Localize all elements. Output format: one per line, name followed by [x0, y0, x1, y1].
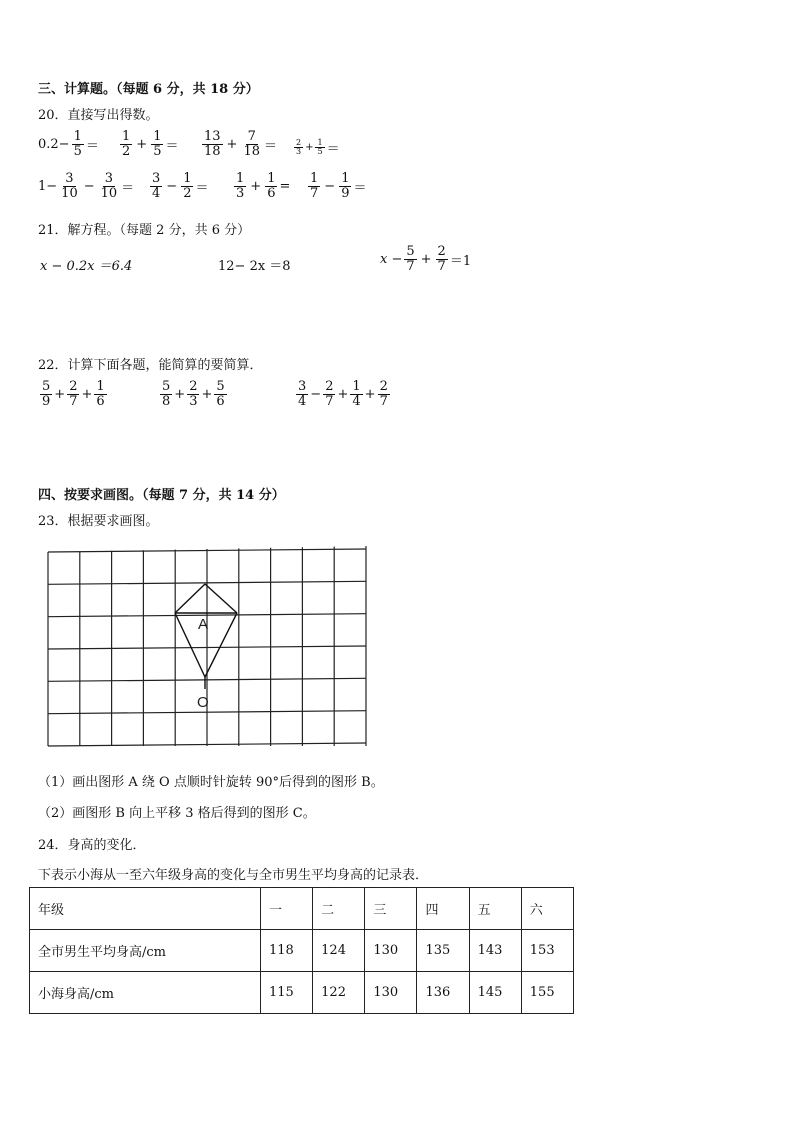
q20-expr-2-2: $\frac{3}{4}$ − $\frac{1}{2}$ ＝: [152, 171, 209, 201]
point-a-label: A: [198, 616, 209, 633]
table-cell: 153: [521, 930, 573, 972]
q20-expr-1-2: $\frac{1}{2}$ + $\frac{1}{5}$ ＝: [122, 129, 179, 159]
table-cell: 136: [417, 972, 469, 1014]
table-header-cell: 二: [313, 888, 365, 930]
kite-shape-a: [175, 584, 237, 689]
table-header-cell: 六: [521, 888, 573, 930]
table-header-cell: 五: [469, 888, 521, 930]
table-cell: 118: [261, 930, 313, 972]
q23-title: 23．根据要求画图。: [38, 514, 159, 529]
q20-expr-2-1: 1− $\frac{3}{10}$ − $\frac{3}{10}$ ＝: [38, 171, 135, 201]
table-row: [30, 930, 574, 972]
q20-expr-2-4: $\frac{1}{7}$ − $\frac{1}{9}$ ＝: [310, 171, 367, 201]
table-cell: 130: [365, 972, 417, 1014]
q22-title: 22．计算下面各题，能简算的要简算．: [38, 358, 263, 373]
q23-instruction-2: （2）画图形 B 向上平移 3 格后得到的图形 C。: [38, 806, 316, 821]
table-header-cell: 年级: [30, 888, 261, 930]
table-cell: 135: [417, 930, 469, 972]
section3-heading: 三、计算题。（每题 6 分，共 18 分）: [38, 82, 259, 97]
q23-grid-figure: [44, 540, 374, 752]
q24-title: 24．身高的变化．: [38, 838, 146, 853]
table-cell: 全市男生平均身高/cm: [30, 930, 261, 972]
q20-expr-1-4: $\frac{2}{3}$ + $\frac{1}{5}$ ＝: [296, 137, 340, 157]
q20-expr-1-3: $\frac{13}{18}$ + $\frac{7}{18}$ ＝: [204, 129, 278, 159]
table-header-cell: 四: [417, 888, 469, 930]
q21-equation-3: x − $\frac{5}{7}$ + $\frac{2}{7}$ ＝1: [380, 244, 472, 274]
table-cell: 130: [365, 930, 417, 972]
table-cell: 115: [261, 972, 313, 1014]
q22-expr-1: $\frac{5}{9}$ + $\frac{2}{7}$ + $\frac{1}{6}$: [42, 379, 105, 409]
q21-equation-2: 12− 2x ＝8: [218, 259, 291, 274]
section4-heading: 四、按要求画图。（每题 7 分，共 14 分）: [38, 488, 285, 503]
table-cell: 155: [521, 972, 573, 1014]
table-header-cell: 三: [365, 888, 417, 930]
table-row: [30, 972, 574, 1014]
table-cell: 143: [469, 930, 521, 972]
q21-title: 21．解方程。（每题 2 分，共 6 分）: [38, 223, 251, 238]
q20-expr-1-1: 0.2− $\frac{1}{5}$ ＝: [38, 129, 99, 159]
grid-lines: [48, 546, 366, 746]
height-table: [29, 887, 574, 1014]
table-cell: 124: [313, 930, 365, 972]
q24-description: 下表示小海从一至六年级身高的变化与全市男生平均身高的记录表．: [38, 868, 429, 883]
q20-title: 20．直接写出得数。: [38, 108, 159, 123]
q22-expr-3: $\frac{3}{4}$ − $\frac{2}{7}$ + $\frac{1}{4}$ + $\frac{2}{7}$: [298, 379, 388, 409]
table-cell: 145: [469, 972, 521, 1014]
point-o-label: O: [197, 694, 209, 711]
q23-instruction-1: （1）画出图形 A 绕 O 点顺时针旋转 90°后得到的图形 B。: [38, 775, 384, 790]
table-header-row: [30, 888, 574, 930]
q22-expr-2: $\frac{5}{8}$ + $\frac{2}{3}$ + $\frac{5}{6}$: [162, 379, 225, 409]
table-header-cell: 一: [261, 888, 313, 930]
q21-equation-1: x − 0.2x ＝6.4: [40, 259, 133, 274]
table-cell: 122: [313, 972, 365, 1014]
q20-expr-2-3: $\frac{1}{3}$ + $\frac{1}{6}$ =: [236, 171, 291, 201]
table-cell: 小海身高/cm: [30, 972, 261, 1014]
